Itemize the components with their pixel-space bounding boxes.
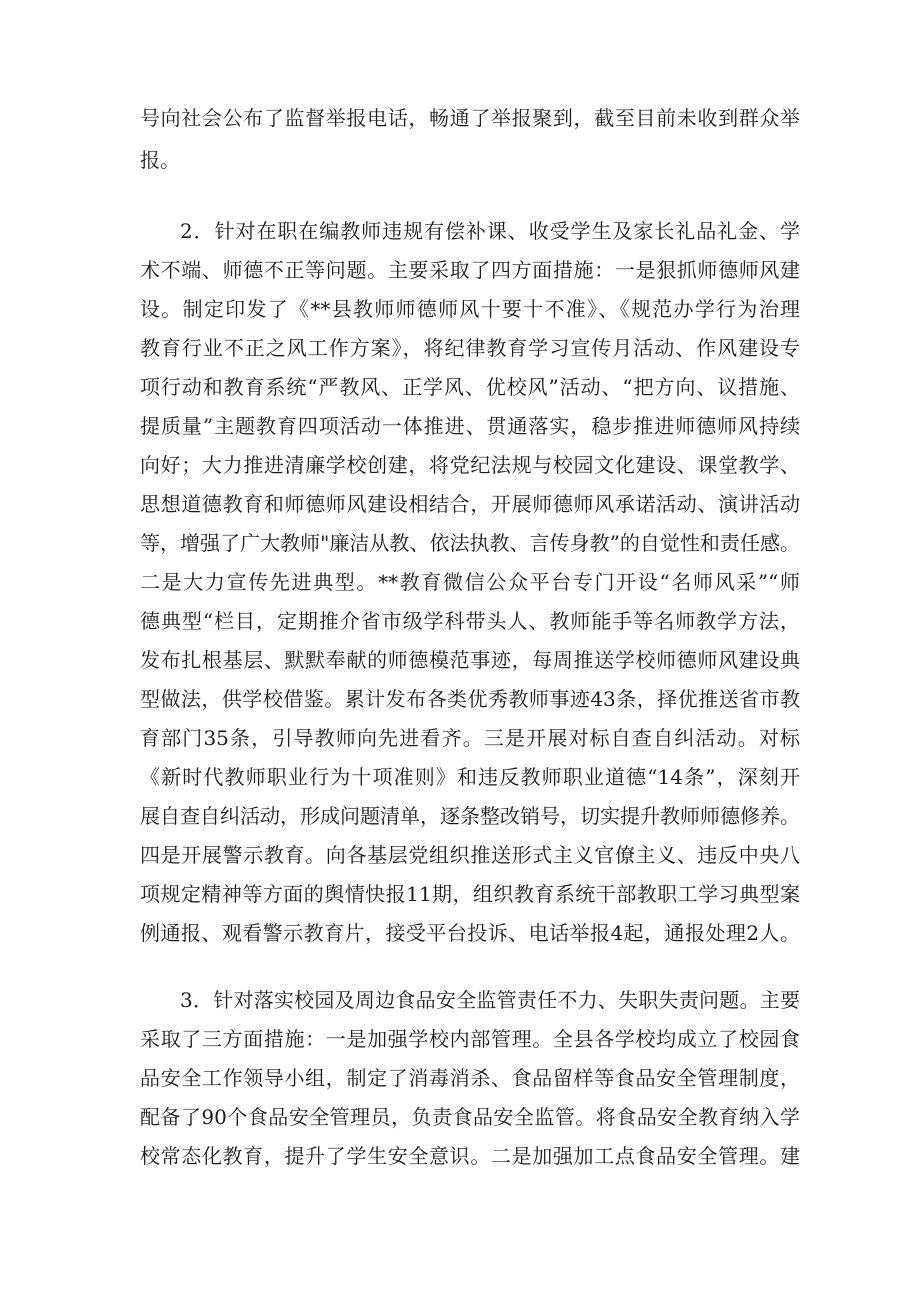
text-line: 德典型“栏目，定期推介省市级学科带头人、教师能手等名师教学方法， <box>140 609 800 633</box>
text-line: 提质量”主题教育四项活动一体推进、贯通落实，稳步推进师德师风持续 <box>140 414 800 438</box>
text-line: 术不端、师德不正等问题。主要采取了四方面措施：一是狠抓师德师风建 <box>140 258 800 282</box>
text-line: 思想道德教育和师德师风建设相结合，开展师德师风承诺活动、演讲活动 <box>140 492 800 516</box>
text-line: 四是开展警示教育。向各基层党组织推送形式主义官僚主义、违反中央八 <box>140 843 800 867</box>
text-line: 发布扎根基层、默默奉献的师德模范事迹，每周推送学校师德师风建设典 <box>140 648 800 672</box>
text-line: 项行动和教育系统“严教风、正学风、优校风”活动、“把方向、议措施、 <box>140 375 800 399</box>
text-line: 教育行业不正之风工作方案》，将纪律教育学习宣传月活动、作风建设专 <box>140 336 800 360</box>
text-line: 例通报、观看警示教育片，接受平台投诉、电话举报4起，通报处理2人。 <box>140 921 800 945</box>
text-line: 育部门35条，引导教师向先进看齐。三是开展对标自查自纠活动。对标 <box>140 726 800 750</box>
text-line: 型做法，供学校借鉴。累计发布各类优秀教师事迹43条，择优推送省市教 <box>140 687 800 711</box>
text-line: 等，增强了广大教师"廉洁从教、依法执教、言传身教”的自觉性和责任感。 <box>140 531 800 555</box>
text-line: 配备了90个食品安全管理员，负责食品安全监管。将食品安全教育纳入学 <box>140 1105 800 1129</box>
text-line: 报。 <box>140 148 180 172</box>
text-line: 号向社会公布了监督举报电话，畅通了举报聚到，截至目前未收到群众举 <box>140 106 800 130</box>
text-line: 设。制定印发了《**县教师师德师风十要十不准》、《规范办学行为治理 <box>140 297 800 321</box>
text-line: 品安全工作领导小组，制定了消毒消杀、食品留样等食品安全管理制度， <box>140 1066 800 1090</box>
text-line: 采取了三方面措施：一是加强学校内部管理。全县各学校均成立了校园食 <box>140 1027 800 1051</box>
text-line: 展自查自纠活动，形成问题清单，逐条整改销号，切实提升教师师德修养。 <box>140 804 800 828</box>
text-line: 二是大力宣传先进典型。**教育微信公众平台专门开设“名师风采”“师 <box>140 570 800 594</box>
text-line: 向好；大力推进清廉学校创建，将党纪法规与校园文化建设、课堂教学、 <box>140 453 800 477</box>
text-line: 《新时代教师职业行为十项准则》和违反教师职业道德“14条”，深刻开 <box>140 765 800 789</box>
text-line: 3．针对落实校园及周边食品安全监管责任不力、失职失责问题。主要 <box>180 988 800 1012</box>
text-line: 项规定精神等方面的舆情快报11期，组织教育系统干部教职工学习典型案 <box>140 882 800 906</box>
text-line: 2．针对在职在编教师违规有偿补课、收受学生及家长礼品礼金、学 <box>180 219 800 243</box>
text-line: 校常态化教育，提升了学生安全意识。二是加强加工点食品安全管理。建 <box>140 1144 800 1168</box>
